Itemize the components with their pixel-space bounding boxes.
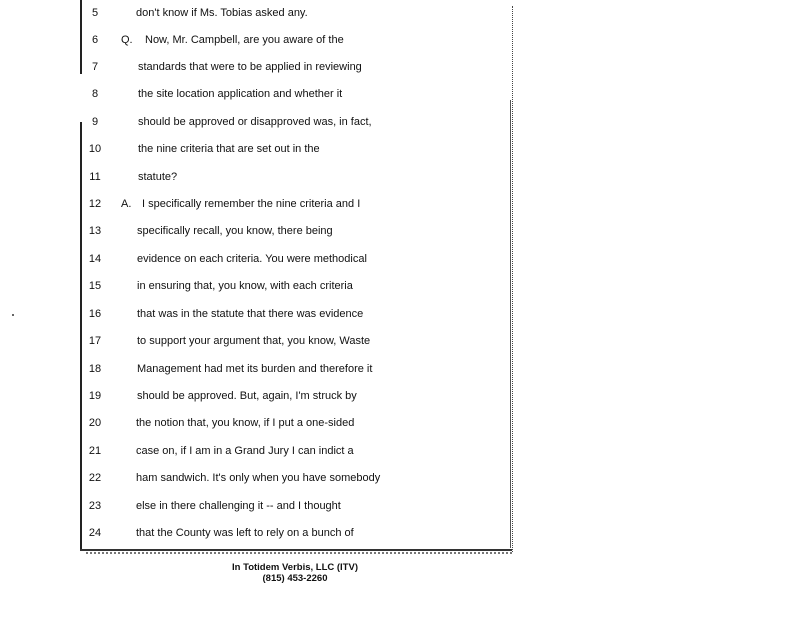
transcript-line — [0, 249, 510, 269]
line-text: standards that were to be applied in reviewing — [138, 61, 362, 73]
line-text: evidence on each criteria. You were methodical — [137, 253, 367, 265]
transcript-line — [0, 276, 510, 296]
line-text: the nine criteria that are set out in the — [138, 143, 320, 155]
line-number: 7 — [91, 61, 99, 73]
line-text: else in there challenging it -- and I thought — [136, 500, 341, 512]
line-number: 15 — [88, 280, 102, 292]
line-number: 6 — [91, 34, 99, 46]
line-text: specifically recall, you know, there being — [137, 225, 333, 237]
footer-phone: (815) 453-2260 — [262, 573, 328, 584]
line-text: in ensuring that, you know, with each criteria — [137, 280, 353, 292]
line-text: case on, if I am in a Grand Jury I can indict a — [136, 445, 354, 457]
line-number: 21 — [88, 445, 102, 457]
line-number: 8 — [91, 88, 99, 100]
line-text: that the County was left to rely on a bunch of — [136, 527, 354, 539]
page-border-right — [510, 100, 511, 548]
transcript-line — [0, 167, 510, 187]
line-number: 12 — [88, 198, 102, 210]
transcript-line — [0, 523, 510, 543]
line-text: I specifically remember the nine criteria and I — [142, 198, 361, 210]
transcript-line — [0, 304, 510, 324]
transcript-line — [0, 112, 510, 132]
line-text: the notion that, you know, if I put a one-sided — [136, 417, 355, 429]
page-border-bottom — [80, 549, 512, 551]
line-number: 20 — [88, 417, 102, 429]
transcript-line — [0, 30, 510, 50]
line-number: 22 — [88, 472, 102, 484]
transcript-line — [0, 468, 510, 488]
transcript-line — [0, 496, 510, 516]
footer-company: In Totidem Verbis, LLC (ITV) — [232, 562, 358, 573]
page-border-bottom-scan-noise — [86, 552, 512, 554]
line-text: should be approved. But, again, I'm struck by — [137, 390, 357, 402]
line-number: 14 — [88, 253, 102, 265]
transcript-line — [0, 57, 510, 77]
page-border-right-dotted — [512, 6, 513, 552]
qa-marker: Q. — [121, 34, 133, 46]
line-text: Now, Mr. Campbell, are you aware of the — [145, 34, 344, 46]
line-number: 13 — [88, 225, 102, 237]
transcript-line — [0, 221, 510, 241]
line-text: statute? — [138, 171, 178, 183]
transcript-line — [0, 441, 510, 461]
line-text: should be approved or disapproved was, in fact, — [138, 116, 372, 128]
line-number: 19 — [88, 390, 102, 402]
line-number: 9 — [91, 116, 99, 128]
line-number: 10 — [88, 143, 102, 155]
transcript-line — [0, 84, 510, 104]
line-number: 17 — [88, 335, 102, 347]
transcript-line — [0, 359, 510, 379]
transcript-line — [0, 139, 510, 159]
line-text: that was in the statute that there was evidence — [137, 308, 364, 320]
line-text: Management had met its burden and therefore it — [137, 363, 373, 375]
line-text: the site location application and whether it — [138, 88, 343, 100]
transcript-line — [0, 331, 510, 351]
transcript-line — [0, 386, 510, 406]
line-number: 23 — [88, 500, 102, 512]
line-number: 5 — [91, 7, 99, 19]
transcript-line — [0, 413, 510, 433]
transcript-line — [0, 3, 510, 23]
line-number: 24 — [88, 527, 102, 539]
qa-marker: A. — [121, 198, 132, 210]
line-text: don't know if Ms. Tobias asked any. — [136, 7, 308, 19]
line-number: 18 — [88, 363, 102, 375]
line-number: 11 — [89, 171, 101, 183]
line-text: ham sandwich. It's only when you have somebody — [136, 472, 381, 484]
line-text: to support your argument that, you know, Waste — [137, 335, 371, 347]
line-number: 16 — [88, 308, 102, 320]
transcript-line — [0, 194, 510, 214]
